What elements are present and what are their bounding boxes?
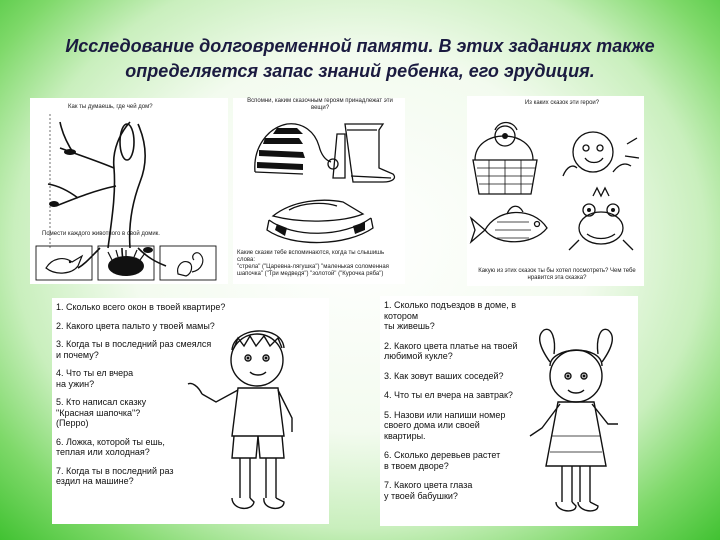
list-item: 2. Какого цвета платье на твоей любимой кукле? — [384, 340, 518, 361]
list-item: 6. Сколько деревьев растет в твоем дворе? — [384, 450, 501, 471]
list-item: 1. Сколько подъездов в доме, в котором ты живешь? — [384, 300, 516, 331]
list-item: 5. Назови или напиши номер своего дома или своей квартиры. — [384, 409, 506, 441]
list-item: 3. Как зовут ваших соседей? — [384, 370, 504, 381]
animal-homes-question: Как ты думаешь, где чей дом? — [68, 104, 153, 110]
list-item: 7. Какого цвета глаза у твоей бабушки? — [384, 480, 473, 501]
animal-homes-instruction: Помести каждого животного в свой домик. — [42, 231, 160, 237]
fairy-heroes-caption: Какую из этих сказок ты бы хотел посмотреть? Чем тебе нравится эта сказка? — [478, 268, 636, 281]
bird-icon — [42, 250, 86, 278]
list-item: 2. Какого цвета пальто у твоей мамы? — [56, 320, 215, 331]
hedgehog-icon — [104, 250, 148, 278]
panel-fairy-items — [233, 98, 405, 284]
list-item: 3. Когда ты в последний раз смеялся и почему? — [56, 339, 212, 360]
page-title: Исследование долговременной памяти. В этих заданиях также определяется запас знаний ребенка, его эрудиция. — [65, 36, 655, 81]
panel-girl-questions — [380, 296, 638, 526]
squirrel-icon — [168, 250, 212, 278]
fairy-items-caption: Какие сказки тебе вспоминаются, когда ты слышишь слова: — [237, 250, 385, 263]
frog-illustration — [467, 96, 644, 286]
fairy-items-question: Вспомни, каким сказочным героям принадлежат эти вещи? — [247, 98, 393, 111]
list-item: 6. Ложка, которой ты ешь, теплая или холодная? — [56, 436, 165, 457]
panel-fairy-heroes — [467, 96, 644, 286]
panel-boy-questions — [52, 298, 329, 524]
fairy-items-words: "стрела" ("Царевна-лягушка") "маленькая соломенная шапочка" ("Три медведя") "золотой" ("Курочка ряба") — [237, 264, 389, 277]
girl-illustration — [380, 296, 638, 526]
panel-animal-homes — [30, 98, 228, 284]
list-item: 5. Кто написал сказку "Красная шапочка"? (Перро) — [56, 397, 147, 428]
boy-illustration — [52, 298, 329, 524]
list-item: 4. Что ты ел вчера на завтрак? — [384, 390, 513, 400]
list-item: 7. Когда ты в последний раз ездил на машине? — [56, 465, 174, 486]
list-item: 1. Сколько всего окон в твоей квартире? — [56, 302, 226, 312]
fairy-heroes-question: Из каких сказок эти герои? — [524, 100, 600, 106]
list-item: 4. Что ты ел вчера на ужин? — [56, 368, 134, 389]
